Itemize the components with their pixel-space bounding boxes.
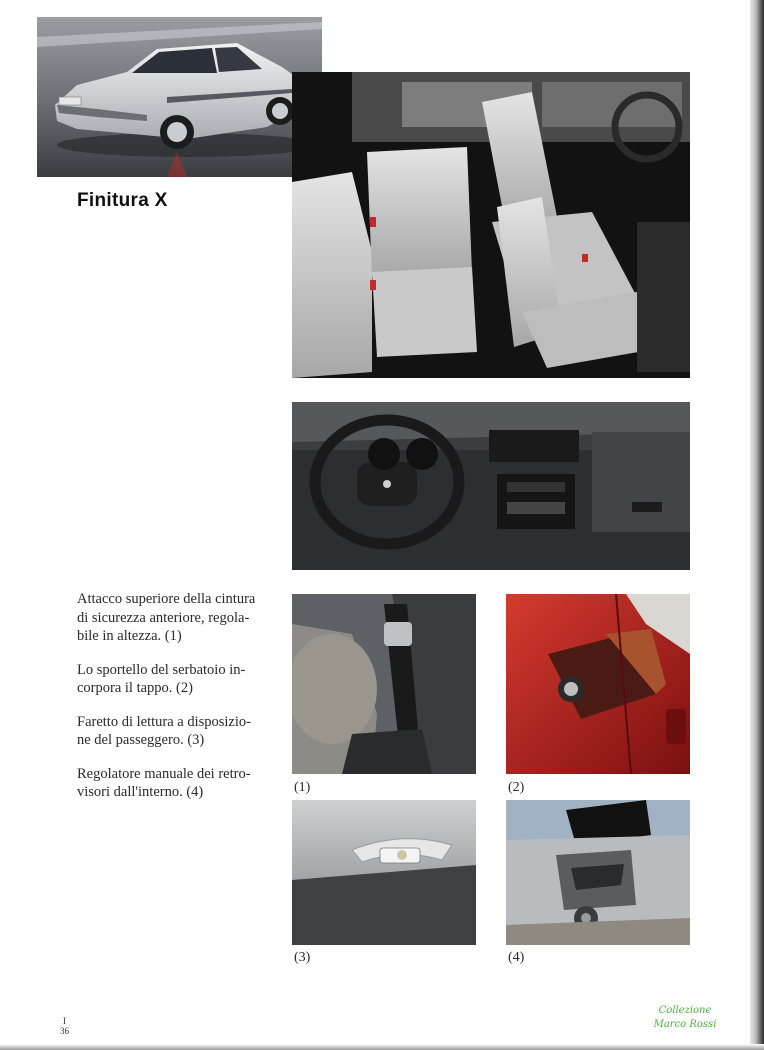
mirror-adjuster-photo <box>506 800 690 945</box>
caption-4: (4) <box>508 950 525 965</box>
feature-seatbelt-text: Attacco superiore della cintura di sicurezza anteriore, regola- bile in altezza. (1) <box>77 591 256 644</box>
page-number <box>60 1016 69 1036</box>
page-section-label: I <box>63 1016 66 1026</box>
caption-1: (1) <box>294 780 311 795</box>
page-title: Finitura X <box>77 190 168 211</box>
reading-light-photo <box>292 800 476 945</box>
page-number-value: 36 <box>60 1026 69 1036</box>
fuel-door-photo <box>506 594 690 774</box>
book-bottom-edge <box>0 1044 764 1050</box>
feature-mirror-adjuster-text: Regolatore manuale dei retro- visori dall'interno. (4) <box>77 765 251 800</box>
dashboard-photo <box>292 402 690 570</box>
watermark-line-1: Collezione <box>658 1005 712 1016</box>
car-exterior-photo <box>37 17 322 177</box>
caption-2: (2) <box>508 780 525 795</box>
feature-fuel-door-text: Lo sportello del serbatoio in- corpora il tappo. (2) <box>77 661 246 696</box>
collection-watermark <box>640 1004 730 1032</box>
interior-seats-photo <box>292 72 690 378</box>
feature-list <box>77 590 277 817</box>
book-page-edge <box>750 0 764 1050</box>
watermark-line-2: Marco Rossi <box>653 1019 717 1030</box>
seatbelt-photo <box>292 594 476 774</box>
feature-reading-light-text: Faretto di lettura a disposizio- ne del passeggero. (3) <box>77 713 251 748</box>
caption-3: (3) <box>294 950 311 965</box>
